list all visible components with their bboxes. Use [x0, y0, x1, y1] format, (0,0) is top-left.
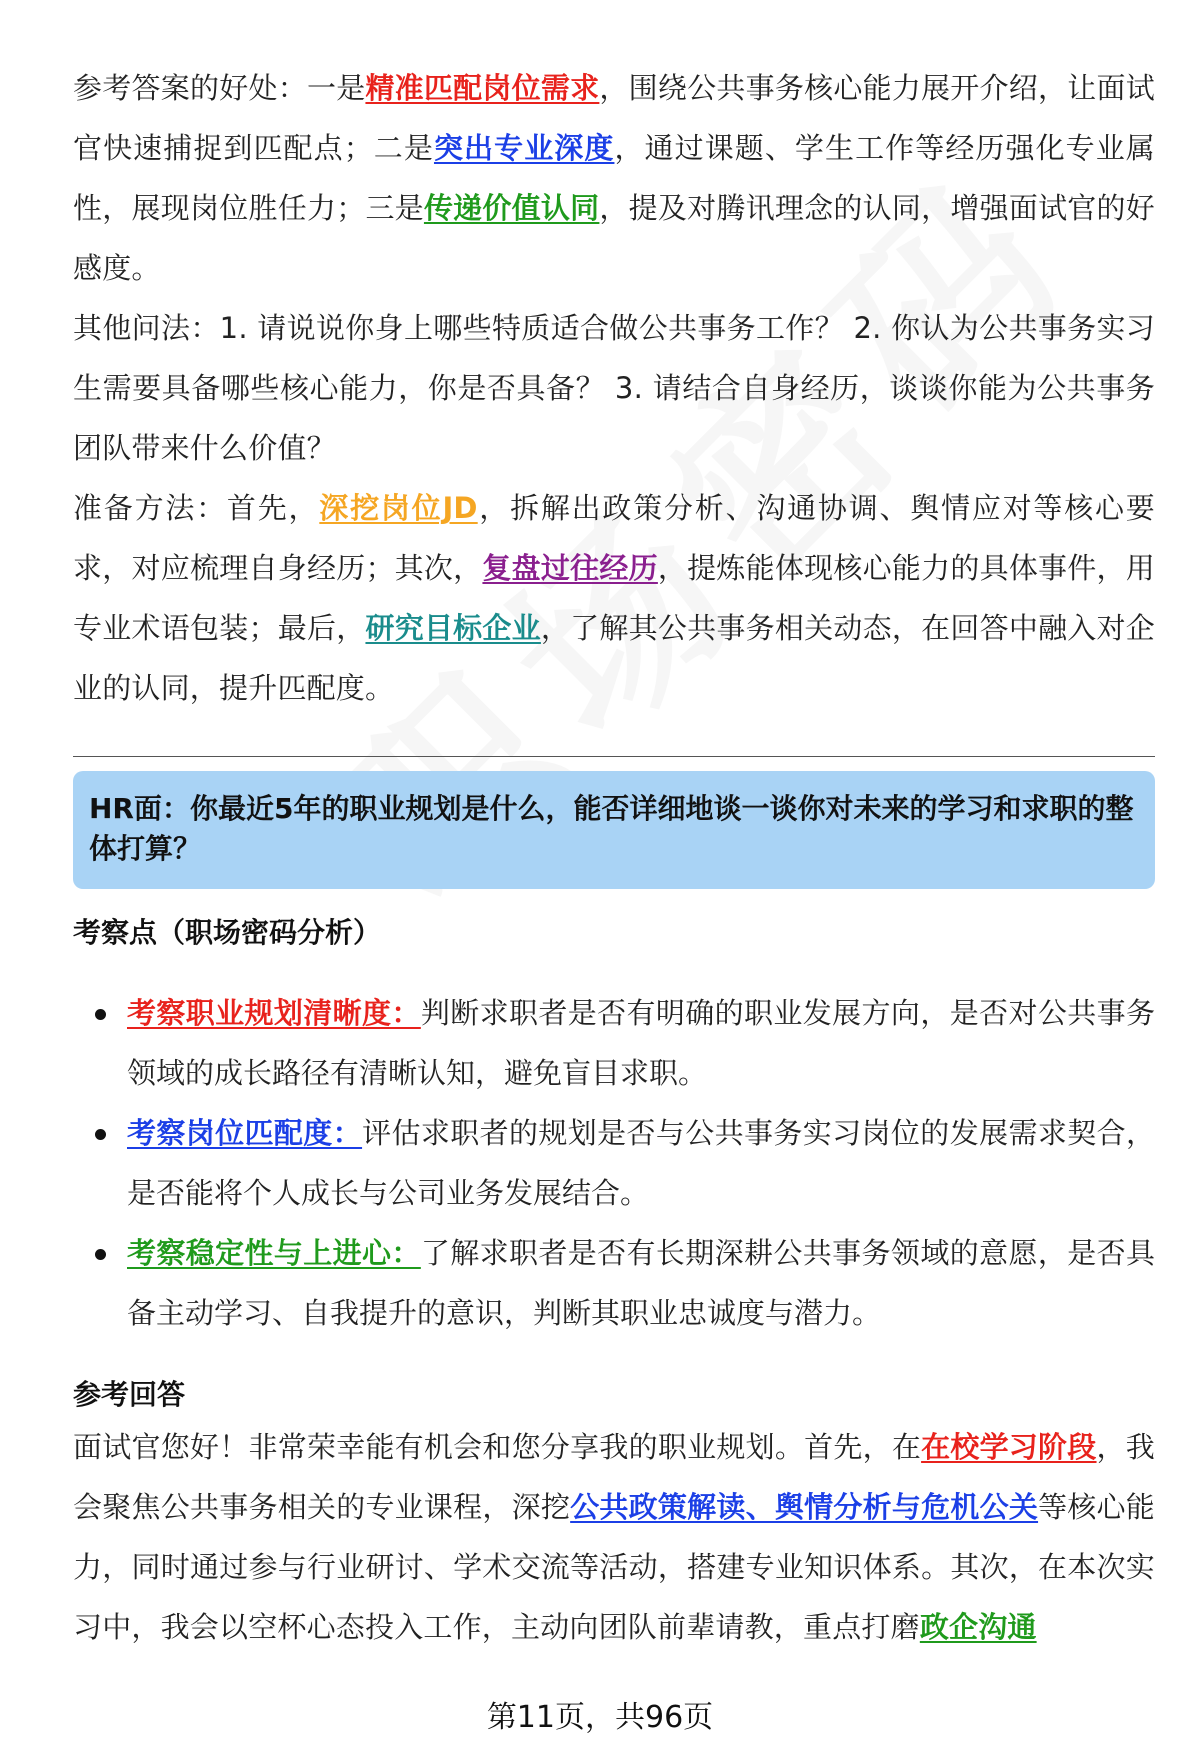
text-segment: 参考答案的好处：一是	[73, 71, 366, 105]
list-item	[127, 983, 1155, 1103]
text-segment: ，了解其公共事务相关动态，在回答中融入对企业的认同，提升匹配度。	[73, 611, 1155, 705]
bullet-icon	[95, 1129, 106, 1140]
document-page	[73, 58, 1155, 1657]
text-segment: ，围绕公共事务核心能力展开介绍，让面试官快速捕捉到匹配点；二是	[73, 71, 1155, 165]
bullet-icon	[95, 1009, 106, 1020]
highlight-school-stage: 在校学习阶段	[921, 1430, 1097, 1464]
text-segment: 等核心能力，同时通过参与行业研讨、学术交流等活动，搭建专业知识体系。其次，在本次实习中，我会以空杯心态投入工作，主动向团队前辈请教，重点打磨	[73, 1490, 1155, 1644]
text-segment: ，拆解出政策分析、沟通协调、舆情应对等核心要求，对应梳理自身经历；其次，	[73, 491, 1155, 585]
list-item	[127, 1103, 1155, 1223]
benefits-paragraph	[73, 58, 1155, 298]
highlight-research-company: 研究目标企业	[365, 611, 541, 645]
text-segment: 准备方法：首先，	[73, 491, 320, 525]
highlight-professional-depth: 突出专业深度	[433, 131, 615, 165]
highlight-core-abilities: 公共政策解读、舆情分析与危机公关	[570, 1490, 1039, 1524]
point-text: 判断求职者是否有明确的职业发展方向，是否对公共事务领域的成长路径有清晰认知，避免盲目求职。	[127, 996, 1155, 1090]
text-segment: ，我会聚焦公共事务相关的专业课程，深挖	[73, 1430, 1155, 1524]
bullet-icon	[95, 1249, 106, 1260]
point-label: 考察职业规划清晰度：	[127, 996, 421, 1030]
reference-answer-heading: 参考回答	[73, 1378, 186, 1411]
text-segment: ，通过课题、学生工作等经历强化专业属性，展现岗位胜任力；三是	[73, 131, 1156, 225]
points-list	[73, 983, 1155, 1343]
list-item	[127, 1223, 1155, 1343]
text-segment: ，提炼能体现核心能力的具体事件，用专业术语包装；最后，	[73, 551, 1155, 645]
highlight-dig-jd: 深挖岗位JD	[319, 491, 478, 525]
text-segment: 面试官您好！非常荣幸能有机会和您分享我的职业规划。首先，在	[73, 1430, 922, 1464]
highlight-value-recognition: 传递价值认同	[423, 191, 600, 225]
preparation-paragraph	[73, 478, 1155, 718]
section-divider	[73, 756, 1155, 757]
highlight-precise-match: 精准匹配岗位需求	[365, 71, 600, 105]
point-label: 考察稳定性与上进心：	[127, 1236, 421, 1270]
question-callout: HR面：你最近5年的职业规划是什么，能否详细地谈一谈你对未来的学习和求职的整体打算？	[73, 771, 1155, 889]
highlight-gov-business-communication: 政企沟通	[919, 1610, 1037, 1644]
other-questions-paragraph: 其他问法：1. 请说说你身上哪些特质适合做公共事务工作？ 2. 你认为公共事务实习生需要具备哪些核心能力，你是否具备？ 3. 请结合自身经历，谈谈你能为公共事务团队带来什么价值？	[73, 311, 1155, 465]
points-heading: 考察点（职场密码分析）	[73, 916, 382, 949]
page-number: 第11页，共96页	[486, 1700, 714, 1735]
point-label: 考察岗位匹配度：	[127, 1116, 363, 1150]
point-text: 了解求职者是否有长期深耕公共事务领域的意愿，是否具备主动学习、自我提升的意识，判断其职业忠诚度与潜力。	[127, 1236, 1155, 1330]
highlight-review-experience: 复盘过往经历	[482, 551, 658, 585]
text-segment: ，提及对腾讯理念的认同，增强面试官的好感度。	[73, 191, 1155, 285]
point-text: 评估求职者的规划是否与公共事务实习岗位的发展需求契合，是否能将个人成长与公司业务发展结合。	[127, 1116, 1155, 1210]
reference-answer-paragraph	[73, 1417, 1155, 1657]
